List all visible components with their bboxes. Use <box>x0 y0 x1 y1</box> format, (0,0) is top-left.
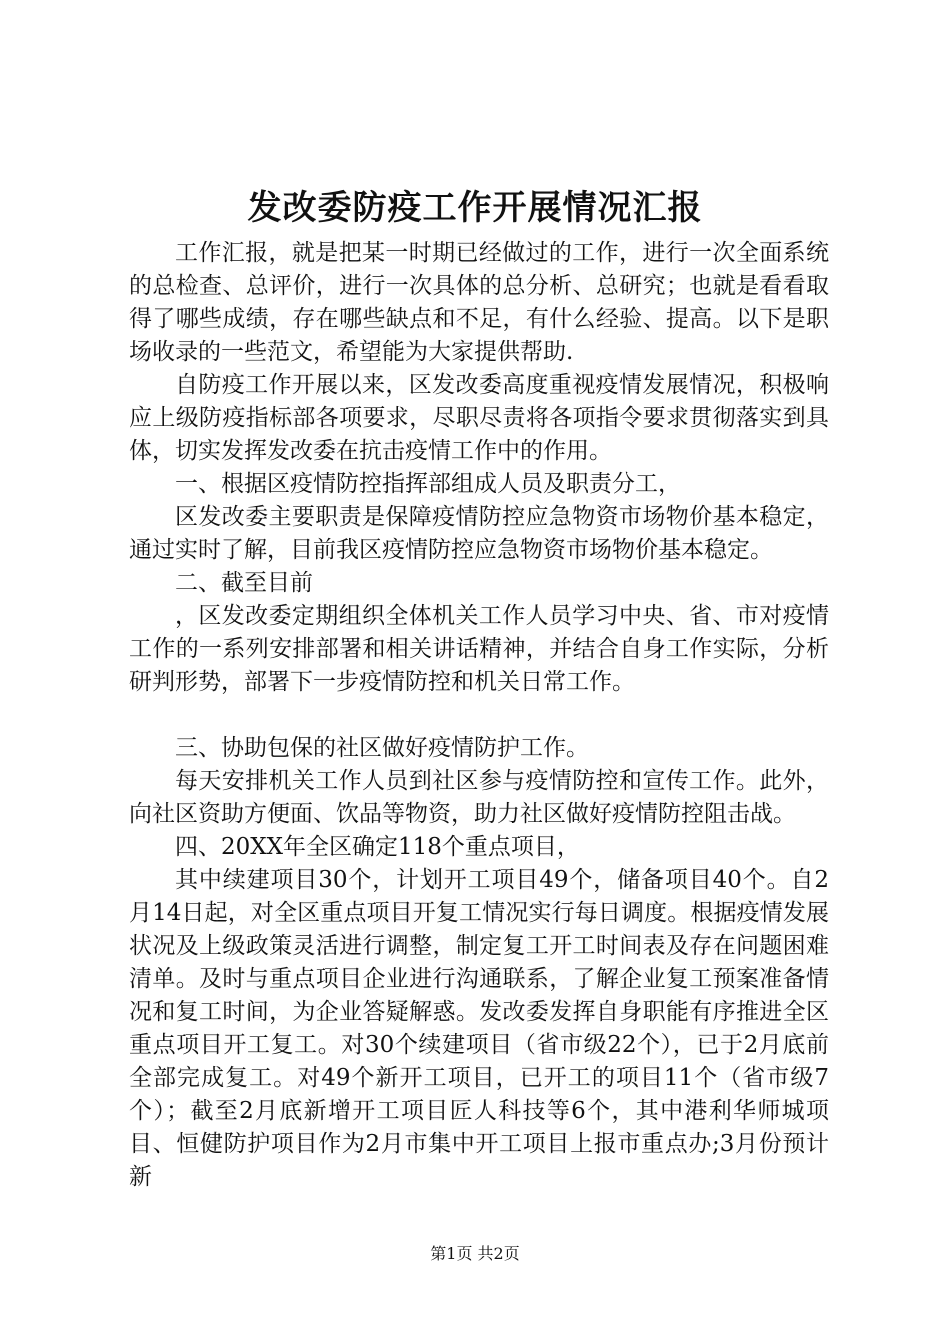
section-heading-3: 三、协助包保的社区做好疫情防护工作。 <box>175 735 589 761</box>
paragraph-spacer <box>129 699 829 732</box>
paragraph-section-4: 其中续建项目30个，计划开工项目49个，储备项目40个。自2月14日起，对全区重点项目开复工情况实行每日调度。根据疫情发展状况及上级政策灵活进行调整，制定复工开工时间表及存在问题困难清单。及时与重点项目企业进行沟通联系，了解企业复工预案准备情况和复工时间，为企业答疑解惑。发改委发挥自身职能有序推进全区重点项目开工复工。对30个续建项目（省市级22个），已于2月底前全部完成复工。对49个新开工项目，已开工的项目11个（省市级7个）；截至2月底新增开工项目匠人科技等6个，其中港利华师城项目、恒健防护项目作为2月市集中开工项目上报市重点办;3月份预计新 <box>129 867 829 1190</box>
document-body <box>129 237 829 1194</box>
paragraph-intro: 工作汇报，就是把某一时期已经做过的工作，进行一次全面系统的总检查、总评价，进行一次具体的总分析、总研究；也就是看看取得了哪些成绩，存在哪些缺点和不足，有什么经验、提高。以下是职场收录的一些范文，希望能为大家提供帮助. <box>129 240 829 365</box>
section-heading-2: 二、截至目前 <box>175 570 313 596</box>
page-footer: 第1页 共2页 <box>430 1244 520 1263</box>
document-title: 发改委防疫工作开展情况汇报 <box>247 188 703 228</box>
paragraph-section-1: 区发改委主要职责是保障疫情防控应急物资市场物价基本稳定，通过实时了解，目前我区疫情防控应急物资市场物价基本稳定。 <box>129 504 829 563</box>
paragraph-section-2: ，区发改委定期组织全体机关工作人员学习中央、省、市对疫情工作的一系列安排部署和相关讲话精神，并结合自身工作实际，分析研判形势，部署下一步疫情防控和机关日常工作。 <box>129 603 829 695</box>
paragraph-section-3: 每天安排机关工作人员到社区参与疫情防控和宣传工作。此外，向社区资助方便面、饮品等物资，助力社区做好疫情防控阻击战。 <box>129 768 829 827</box>
section-heading-4: 四、20XX年全区确定118个重点项目， <box>175 834 580 860</box>
section-heading-1: 一、根据区疫情防控指挥部组成人员及职责分工， <box>175 471 681 497</box>
paragraph-overview: 自防疫工作开展以来，区发改委高度重视疫情发展情况，积极响应上级防疫指标部各项要求，尽职尽责将各项指令要求贯彻落实到具体，切实发挥发改委在抗击疫情工作中的作用。 <box>129 372 829 464</box>
